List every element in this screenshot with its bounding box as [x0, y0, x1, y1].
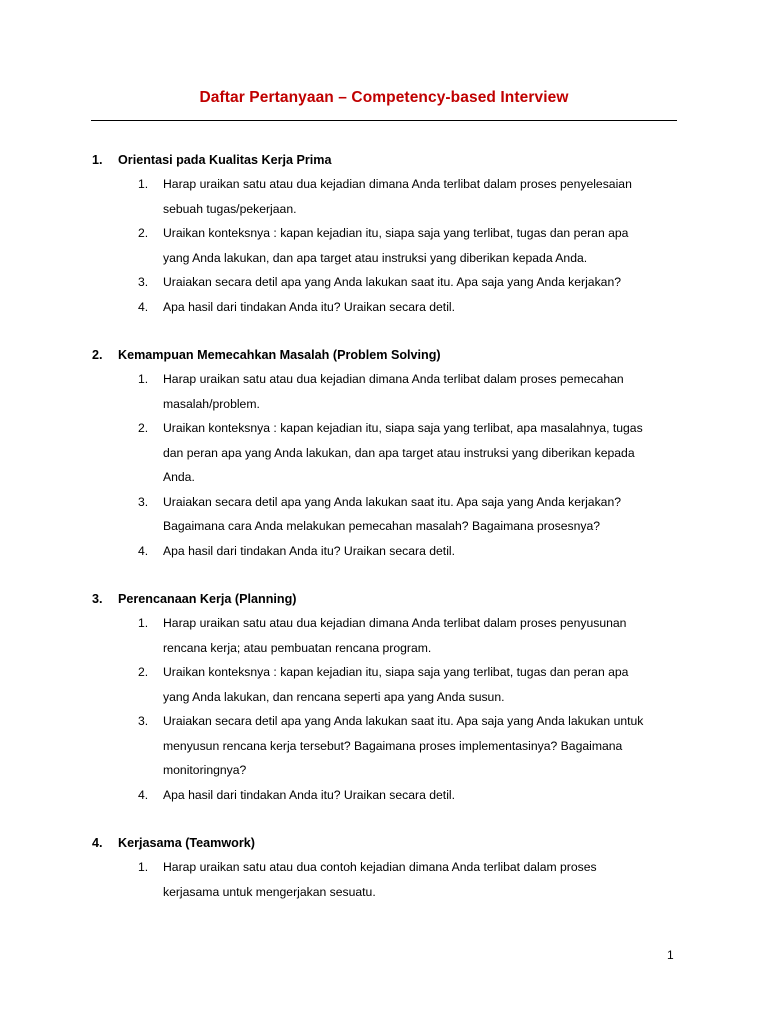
- question-text: Uraikan konteksnya : kapan kejadian itu, siapa saja yang terlibat, tugas dan peran apa yang Anda lakukan, dan rencana seperti apa yang Anda susun.: [163, 665, 629, 704]
- question-text: Uraikan konteksnya : kapan kejadian itu, siapa saja yang terlibat, apa masalahnya, tugas dan peran apa yang Anda lakukan, dan apa target atau instruksi yang diberikan kepada Anda.: [163, 421, 643, 484]
- question-number: 1.: [138, 616, 149, 630]
- question-text: Harap uraikan satu atau dua kejadian dimana Anda terlibat dalam proses penyusunan rencana kerja; atau pembuatan rencana program.: [163, 616, 627, 655]
- question-item: [0, 709, 768, 783]
- question-number: 3.: [138, 275, 149, 289]
- question-item: [0, 855, 768, 904]
- section-4: [0, 831, 768, 904]
- question-text: Harap uraikan satu atau dua kejadian dimana Anda terlibat dalam proses penyelesaian sebuah tugas/pekerjaan.: [163, 177, 632, 216]
- section-heading-text: Orientasi pada Kualitas Kerja Prima: [118, 153, 332, 167]
- question-number: 2.: [138, 421, 149, 435]
- section-heading-text: Kemampuan Memecahkan Masalah (Problem Solving): [118, 348, 441, 362]
- question-item: [0, 172, 768, 221]
- question-item: [0, 783, 768, 808]
- section-heading: [0, 148, 768, 172]
- question-text: Apa hasil dari tindakan Anda itu? Uraikan secara detil.: [163, 299, 455, 314]
- question-text: Uraiakan secara detil apa yang Anda lakukan saat itu. Apa saja yang Anda kerjakan? Bagaimana cara Anda melakukan pemecahan masalah? Bagaimana prosesnya?: [163, 494, 622, 533]
- section-heading: [0, 343, 768, 367]
- section-heading: [0, 831, 768, 855]
- question-text: Apa hasil dari tindakan Anda itu? Uraikan secara detil.: [163, 787, 455, 802]
- question-number: 1.: [138, 860, 149, 874]
- section-2: [0, 343, 768, 563]
- section-number: 1.: [92, 153, 103, 167]
- question-item: [0, 539, 768, 564]
- section-heading-text: Perencanaan Kerja (Planning): [118, 592, 297, 606]
- question-list: [0, 148, 768, 928]
- question-number: 4.: [138, 299, 149, 314]
- document-title: Daftar Pertanyaan – Competency-based Interview: [199, 89, 569, 106]
- section-number: 3.: [92, 592, 103, 606]
- section-1: [0, 148, 768, 319]
- section-number: 4.: [92, 836, 103, 850]
- question-item: [0, 221, 768, 270]
- section-heading: [0, 587, 768, 611]
- question-number: 2.: [138, 665, 149, 679]
- section-heading-text: Kerjasama (Teamwork): [118, 836, 255, 850]
- section-number: 2.: [92, 348, 103, 362]
- question-text: Uraiakan secara detil apa yang Anda lakukan saat itu. Apa saja yang Anda kerjakan?: [163, 275, 622, 289]
- question-number: 1.: [138, 372, 149, 386]
- question-text: Harap uraikan satu atau dua contoh kejadian dimana Anda terlibat dalam proses kerjasama untuk mengerjakan sesuatu.: [163, 860, 597, 899]
- question-number: 3.: [138, 714, 149, 728]
- question-item: [0, 611, 768, 660]
- section-3: [0, 587, 768, 807]
- question-item: [0, 490, 768, 539]
- page-number: 1: [667, 948, 674, 962]
- title-divider: [91, 120, 677, 121]
- question-item: [0, 367, 768, 416]
- question-number: 2.: [138, 226, 149, 240]
- question-text: Uraikan konteksnya : kapan kejadian itu, siapa saja yang terlibat, tugas dan peran apa yang Anda lakukan, dan apa target atau instruksi yang diberikan kepada Anda.: [163, 226, 629, 265]
- question-number: 3.: [138, 494, 149, 509]
- question-number: 4.: [138, 787, 149, 802]
- question-text: Apa hasil dari tindakan Anda itu? Uraikan secara detil.: [163, 543, 455, 558]
- question-text: Harap uraikan satu atau dua kejadian dimana Anda terlibat dalam proses pemecahan masalah/problem.: [163, 372, 624, 411]
- question-item: [0, 270, 768, 295]
- question-number: 1.: [138, 177, 149, 191]
- question-item: [0, 660, 768, 709]
- question-item: [0, 295, 768, 320]
- question-number: 4.: [138, 543, 149, 558]
- question-item: [0, 416, 768, 490]
- question-text: Uraiakan secara detil apa yang Anda lakukan saat itu. Apa saja yang Anda lakukan untuk menyusun rencana kerja tersebut? Bagaimana proses implementasinya? Bagaimana monitoringnya?: [163, 714, 644, 777]
